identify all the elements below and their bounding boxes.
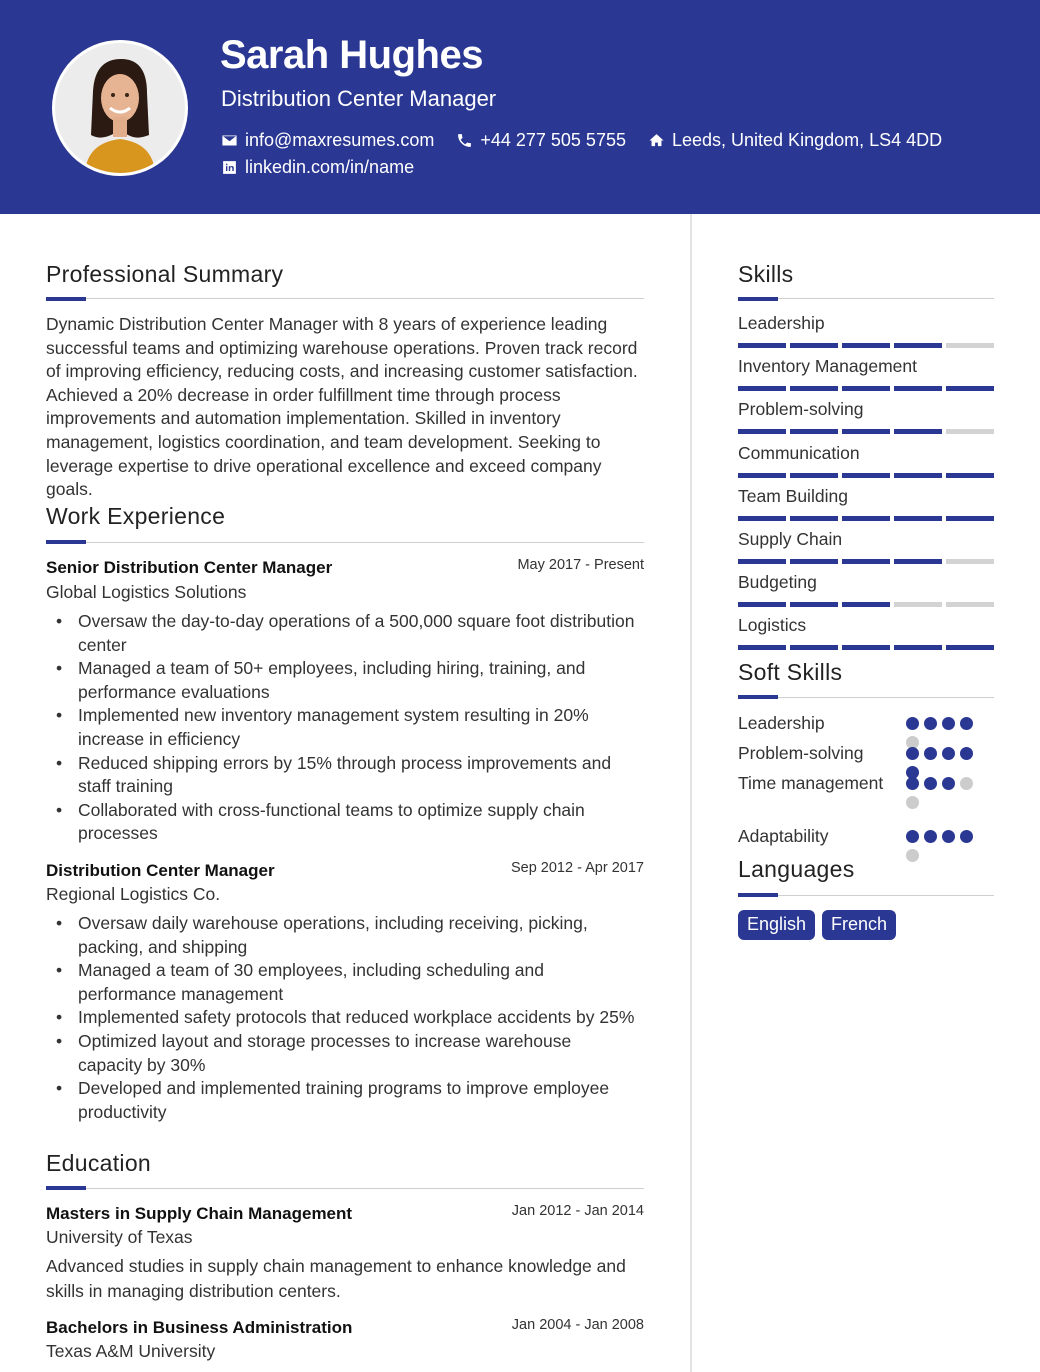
rating-dot [960, 747, 973, 760]
language-badge: French [822, 910, 896, 940]
soft-skills-heading: Soft Skills [738, 659, 843, 685]
rating-dot [906, 796, 919, 809]
linkedin-icon [221, 159, 238, 176]
skill-level-segment [842, 559, 890, 564]
skill-level-bar [738, 343, 994, 349]
section-accent [738, 695, 778, 699]
skill-level-segment [842, 516, 890, 521]
rating-dot [924, 777, 937, 790]
skill-level-segment [842, 473, 890, 478]
column-divider [690, 214, 692, 1372]
envelope-icon [221, 132, 238, 149]
location-text: Leeds, United Kingdom, LS4 4DD [671, 130, 943, 150]
soft-skill-rating [906, 830, 980, 862]
skill-level-segment [738, 602, 786, 607]
skill-level-segment [842, 602, 890, 607]
list-item: • Optimized layout and storage processes to increase warehouse capacity by 30% [56, 1030, 636, 1077]
list-item: • Collaborated with cross-functional teams to optimize supply chain processes [56, 799, 636, 846]
skill-level-segment [894, 645, 942, 650]
skill-level-segment [842, 343, 890, 348]
contact-row [221, 130, 942, 151]
skill-name: Supply Chain [738, 529, 843, 549]
skill-level-segment [790, 343, 838, 348]
candidate-role: Distribution Center Manager [221, 86, 497, 111]
skill-level-segment [842, 645, 890, 650]
section-accent [46, 297, 86, 301]
skill-level-segment [790, 386, 838, 391]
skill-level-segment [790, 473, 838, 478]
skill-level-segment [894, 516, 942, 521]
job-company: Regional Logistics Co. [46, 884, 221, 904]
skill-level-segment [790, 516, 838, 521]
home-icon [648, 132, 665, 149]
rating-dot [960, 717, 973, 730]
skill-level-segment [790, 429, 838, 434]
rating-dot [942, 747, 955, 760]
education-heading: Education [46, 1150, 151, 1176]
skill-name: Team Building [738, 485, 848, 506]
rating-dot [906, 777, 919, 790]
skill-level-segment [946, 429, 994, 434]
skill-level-bar [738, 559, 994, 565]
rating-dot [942, 717, 955, 730]
school-name: Texas A&M University [46, 1341, 216, 1361]
skill-level-segment [894, 386, 942, 391]
skill-level-segment [738, 386, 786, 391]
languages-heading: Languages [738, 856, 855, 882]
phone-icon [456, 132, 473, 149]
email-contact[interactable] [221, 130, 434, 151]
skill-level-segment [738, 343, 786, 348]
skill-level-segment [842, 386, 890, 391]
section-accent [46, 540, 86, 544]
list-item: • Developed and implemented training programs to improve employee productivity [56, 1077, 636, 1124]
skill-name: Logistics [738, 615, 807, 636]
section-rule [46, 542, 644, 543]
skill-level-segment [790, 602, 838, 607]
soft-skill-rating [906, 717, 980, 749]
candidate-name: Sarah Hughes [220, 33, 483, 77]
experience-heading: Work Experience [46, 503, 226, 529]
rating-dot [960, 830, 973, 843]
phone-contact[interactable] [456, 130, 626, 151]
skill-level-bar [738, 602, 994, 608]
soft-skill-name: Time management [738, 773, 884, 793]
skill-level-segment [790, 559, 838, 564]
soft-skill-rating [906, 777, 980, 809]
skills-heading: Skills [738, 261, 794, 287]
skill-name: Problem-solving [738, 399, 864, 420]
soft-skill-name: Problem-solving [738, 743, 864, 763]
skill-level-segment [738, 559, 786, 564]
list-item: • Reduced shipping errors by 15% through process improvements and staff training [56, 752, 636, 799]
section-accent [46, 1186, 86, 1190]
skill-level-bar [738, 473, 994, 479]
section-accent [738, 893, 778, 897]
section-rule [46, 1188, 644, 1189]
degree-title: Bachelors in Business Administration [46, 1318, 353, 1337]
rating-dot [906, 717, 919, 730]
rating-dot [906, 747, 919, 760]
skill-level-segment [946, 602, 994, 607]
summary-heading: Professional Summary [46, 261, 284, 287]
skill-level-bar [738, 386, 994, 392]
job-date: Sep 2012 - Apr 2017 [510, 860, 644, 876]
soft-skill-rating [906, 747, 980, 779]
rating-dot [942, 830, 955, 843]
portrait-photo [55, 43, 185, 173]
skill-level-segment [946, 645, 994, 650]
rating-dot [942, 777, 955, 790]
skill-level-segment [894, 429, 942, 434]
list-item: • Implemented new inventory management system resulting in 20% increase in efficiency [56, 704, 636, 751]
skill-name: Communication [738, 442, 860, 463]
rating-dot [960, 777, 973, 790]
skill-level-segment [894, 473, 942, 478]
skill-level-segment [946, 559, 994, 564]
languages-list [738, 910, 896, 940]
list-item: • Oversaw daily warehouse operations, including receiving, picking, packing, and shipping [56, 912, 636, 959]
skill-level-bar [738, 429, 994, 435]
location-contact [648, 130, 942, 151]
rating-dot [906, 849, 919, 862]
contact-row-2 [221, 157, 414, 178]
skill-level-segment [738, 429, 786, 434]
list-item: • Managed a team of 30 employees, including scheduling and performance management [56, 959, 636, 1006]
skill-level-segment [894, 602, 942, 607]
rating-dot [924, 747, 937, 760]
degree-title: Masters in Supply Chain Management [46, 1204, 353, 1223]
skill-level-segment [946, 516, 994, 521]
soft-skill-name: Leadership [738, 713, 825, 733]
job-bullets [56, 610, 636, 846]
degree-date: Jan 2012 - Jan 2014 [511, 1203, 644, 1219]
skill-level-segment [738, 516, 786, 521]
skill-level-segment [946, 343, 994, 348]
degree-date: Jan 2004 - Jan 2008 [511, 1317, 644, 1333]
summary-text: Dynamic Distribution Center Manager with 8 years of experience leading successful teams and optimizing warehouse operations. Proven track record of improving efficiency, reducing costs, and increasing customer satisfaction. Achieved a 20% decrease in order fulfillment time through process improvements and automation implementation. Skilled in inventory management, logistics coordination, and team development. Seeking to leverage expertise to drive operational excellence and exceed company goals. [46, 314, 638, 500]
skill-level-bar [738, 516, 994, 522]
avatar [52, 40, 188, 176]
job-company: Global Logistics Solutions [46, 582, 247, 602]
resume-header [0, 0, 1040, 214]
school-name: University of Texas [46, 1227, 193, 1247]
list-item: • Oversaw the day-to-day operations of a 500,000 square foot distribution center [56, 610, 636, 657]
section-rule [46, 298, 644, 299]
skill-name: Budgeting [738, 572, 817, 593]
linkedin-text: linkedin.com/in/name [245, 157, 415, 177]
skill-level-segment [894, 343, 942, 348]
linkedin-contact[interactable] [221, 157, 414, 178]
job-date: May 2017 - Present [517, 557, 644, 573]
language-badge: English [738, 910, 815, 940]
skill-level-segment [946, 473, 994, 478]
rating-dot [906, 830, 919, 843]
section-accent [738, 297, 778, 301]
skill-name: Inventory Management [738, 356, 917, 377]
skill-level-segment [946, 386, 994, 391]
skill-level-segment [738, 645, 786, 650]
skill-name: Leadership [738, 313, 825, 333]
skill-level-segment [842, 429, 890, 434]
email-text: info@maxresumes.com [245, 130, 435, 150]
skill-level-segment [738, 473, 786, 478]
rating-dot [924, 830, 937, 843]
list-item: • Managed a team of 50+ employees, including hiring, training, and performance evaluations [56, 657, 636, 704]
skill-level-segment [790, 645, 838, 650]
list-item: • Implemented safety protocols that reduced workplace accidents by 25% [56, 1006, 636, 1030]
job-bullets [56, 912, 636, 1124]
rating-dot [924, 717, 937, 730]
skill-level-bar [738, 645, 994, 651]
skill-level-segment [894, 559, 942, 564]
job-title: Senior Distribution Center Manager [46, 558, 333, 577]
soft-skill-name: Adaptability [738, 826, 829, 846]
job-title: Distribution Center Manager [46, 861, 275, 880]
degree-description: Advanced studies in supply chain management to enhance knowledge and skills in managing distribution centers. [46, 1256, 626, 1301]
phone-text: +44 277 505 5755 [480, 130, 626, 150]
